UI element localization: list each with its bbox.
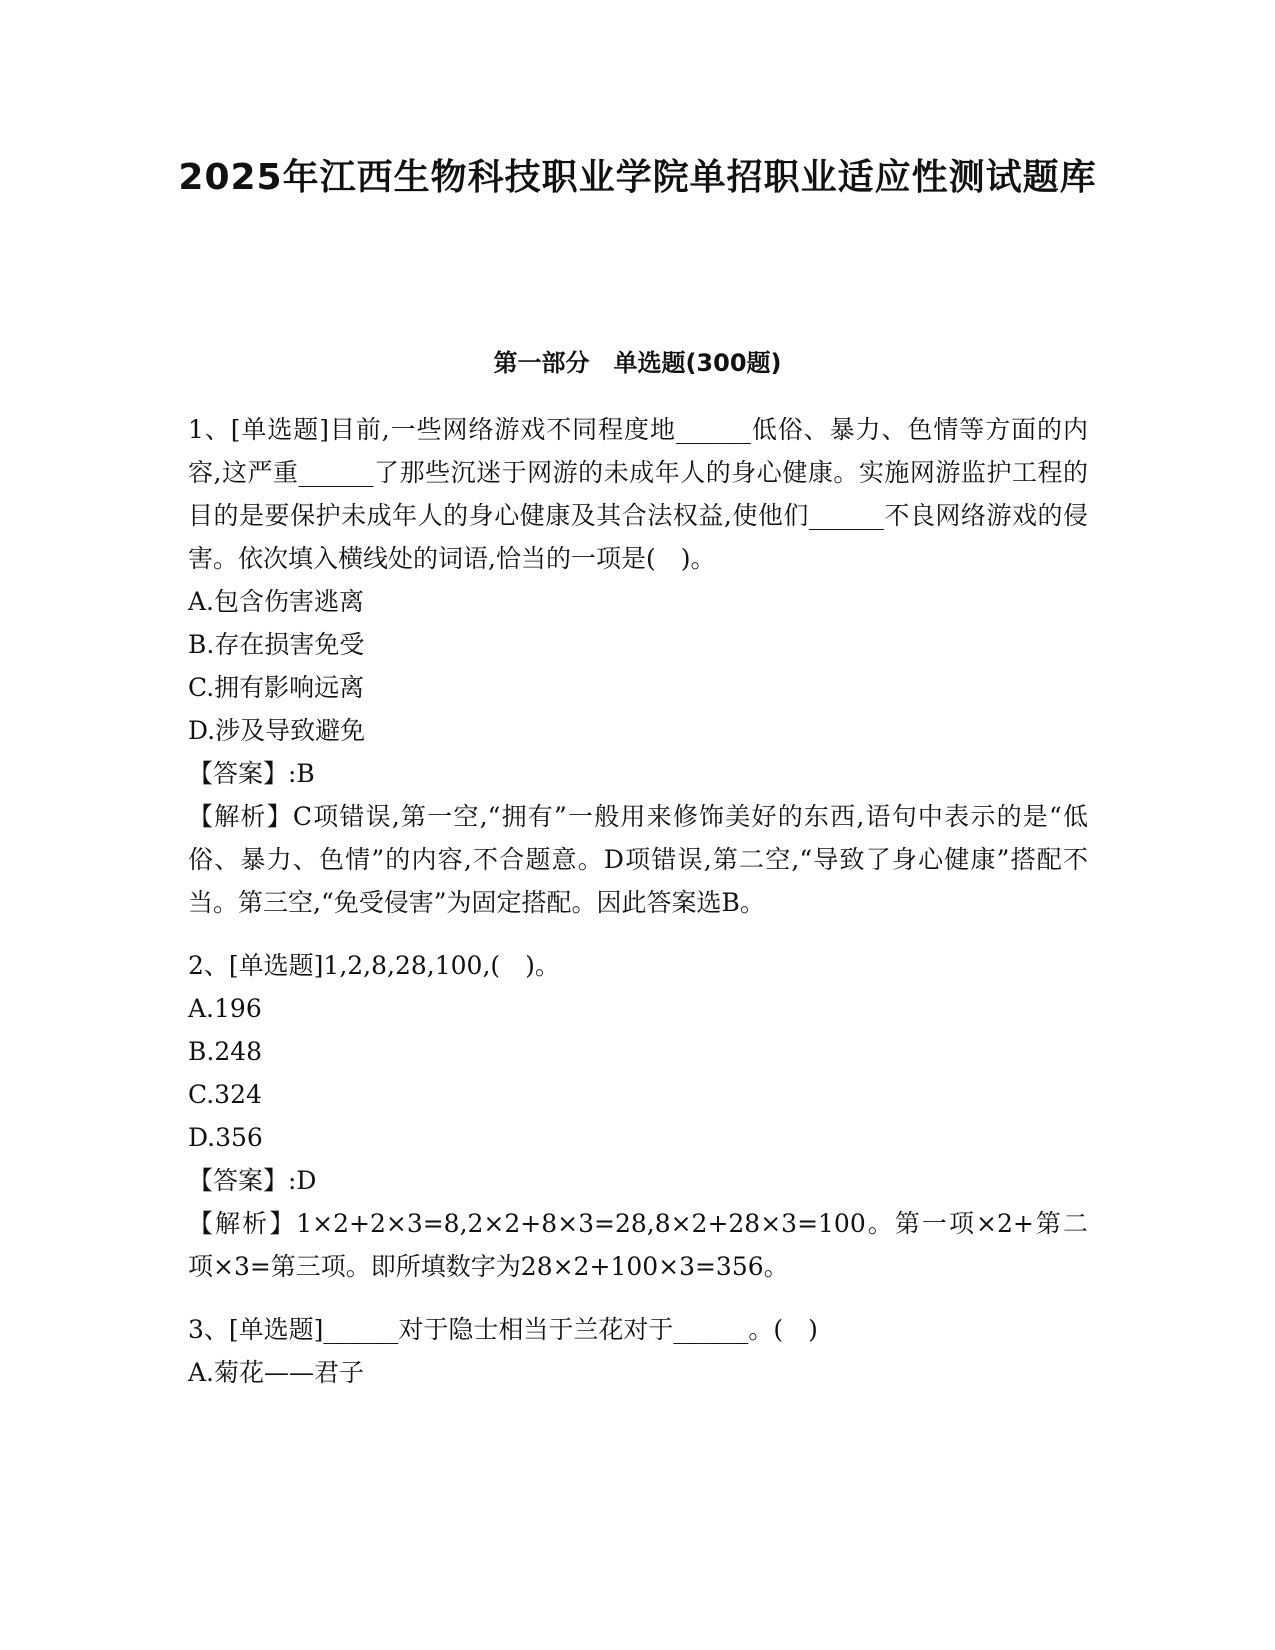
document-title: 2025年江西生物科技职业学院单招职业适应性测试题库 [178,157,1097,198]
question-stem: 2、[单选题]1,2,8,28,100,( )。 [188,951,560,980]
section-heading: 第一部分 单选题(300题) [493,349,782,377]
question-stem: 3、[单选题]______对于隐士相当于兰花对于______。( ) [188,1315,818,1344]
explanation: 【解析】1×2+2×3=8,2×2+8×3=28,8×2+28×3=100。第一项×2+第二项×3=第三项。即所填数字为28×2+100×3=356。 [188,1209,1088,1281]
option-d: D.356 [188,1123,263,1152]
answer-line: 【答案】:B [188,759,315,788]
question-stem: 1、[单选题]目前,一些网络游戏不同程度地______低俗、暴力、色情等方面的内容,这严重______了那些沉迷于网游的未成年人的身心健康。实施网游监护工程的目的是要保护未成年人的身心健康及其合法权益,使他们______不良网络游戏的侵害。依次填入横线处的词语,恰当的一项是( )。 [188,415,1088,573]
option-c: C.324 [188,1080,262,1109]
question-3 [188,1308,1088,1394]
option-a: A.196 [188,994,262,1023]
question-1 [188,408,1088,924]
answer-line: 【答案】:D [188,1166,317,1195]
option-a: A.菊花——君子 [188,1358,365,1387]
option-b: B.248 [188,1037,263,1066]
option-c: C.拥有影响远离 [188,673,365,702]
question-2 [188,944,1088,1288]
option-a: A.包含伤害逃离 [188,587,365,616]
question-list [188,408,1088,1414]
explanation: 【解析】C项错误,第一空,“拥有”一般用来修饰美好的东西,语句中表示的是“低俗、暴力、色情”的内容,不合题意。D项错误,第二空,“导致了身心健康”搭配不当。第三空,“免受侵害”为固定搭配。因此答案选B。 [188,802,1088,917]
option-b: B.存在损害免受 [188,630,365,659]
option-d: D.涉及导致避免 [188,716,366,745]
